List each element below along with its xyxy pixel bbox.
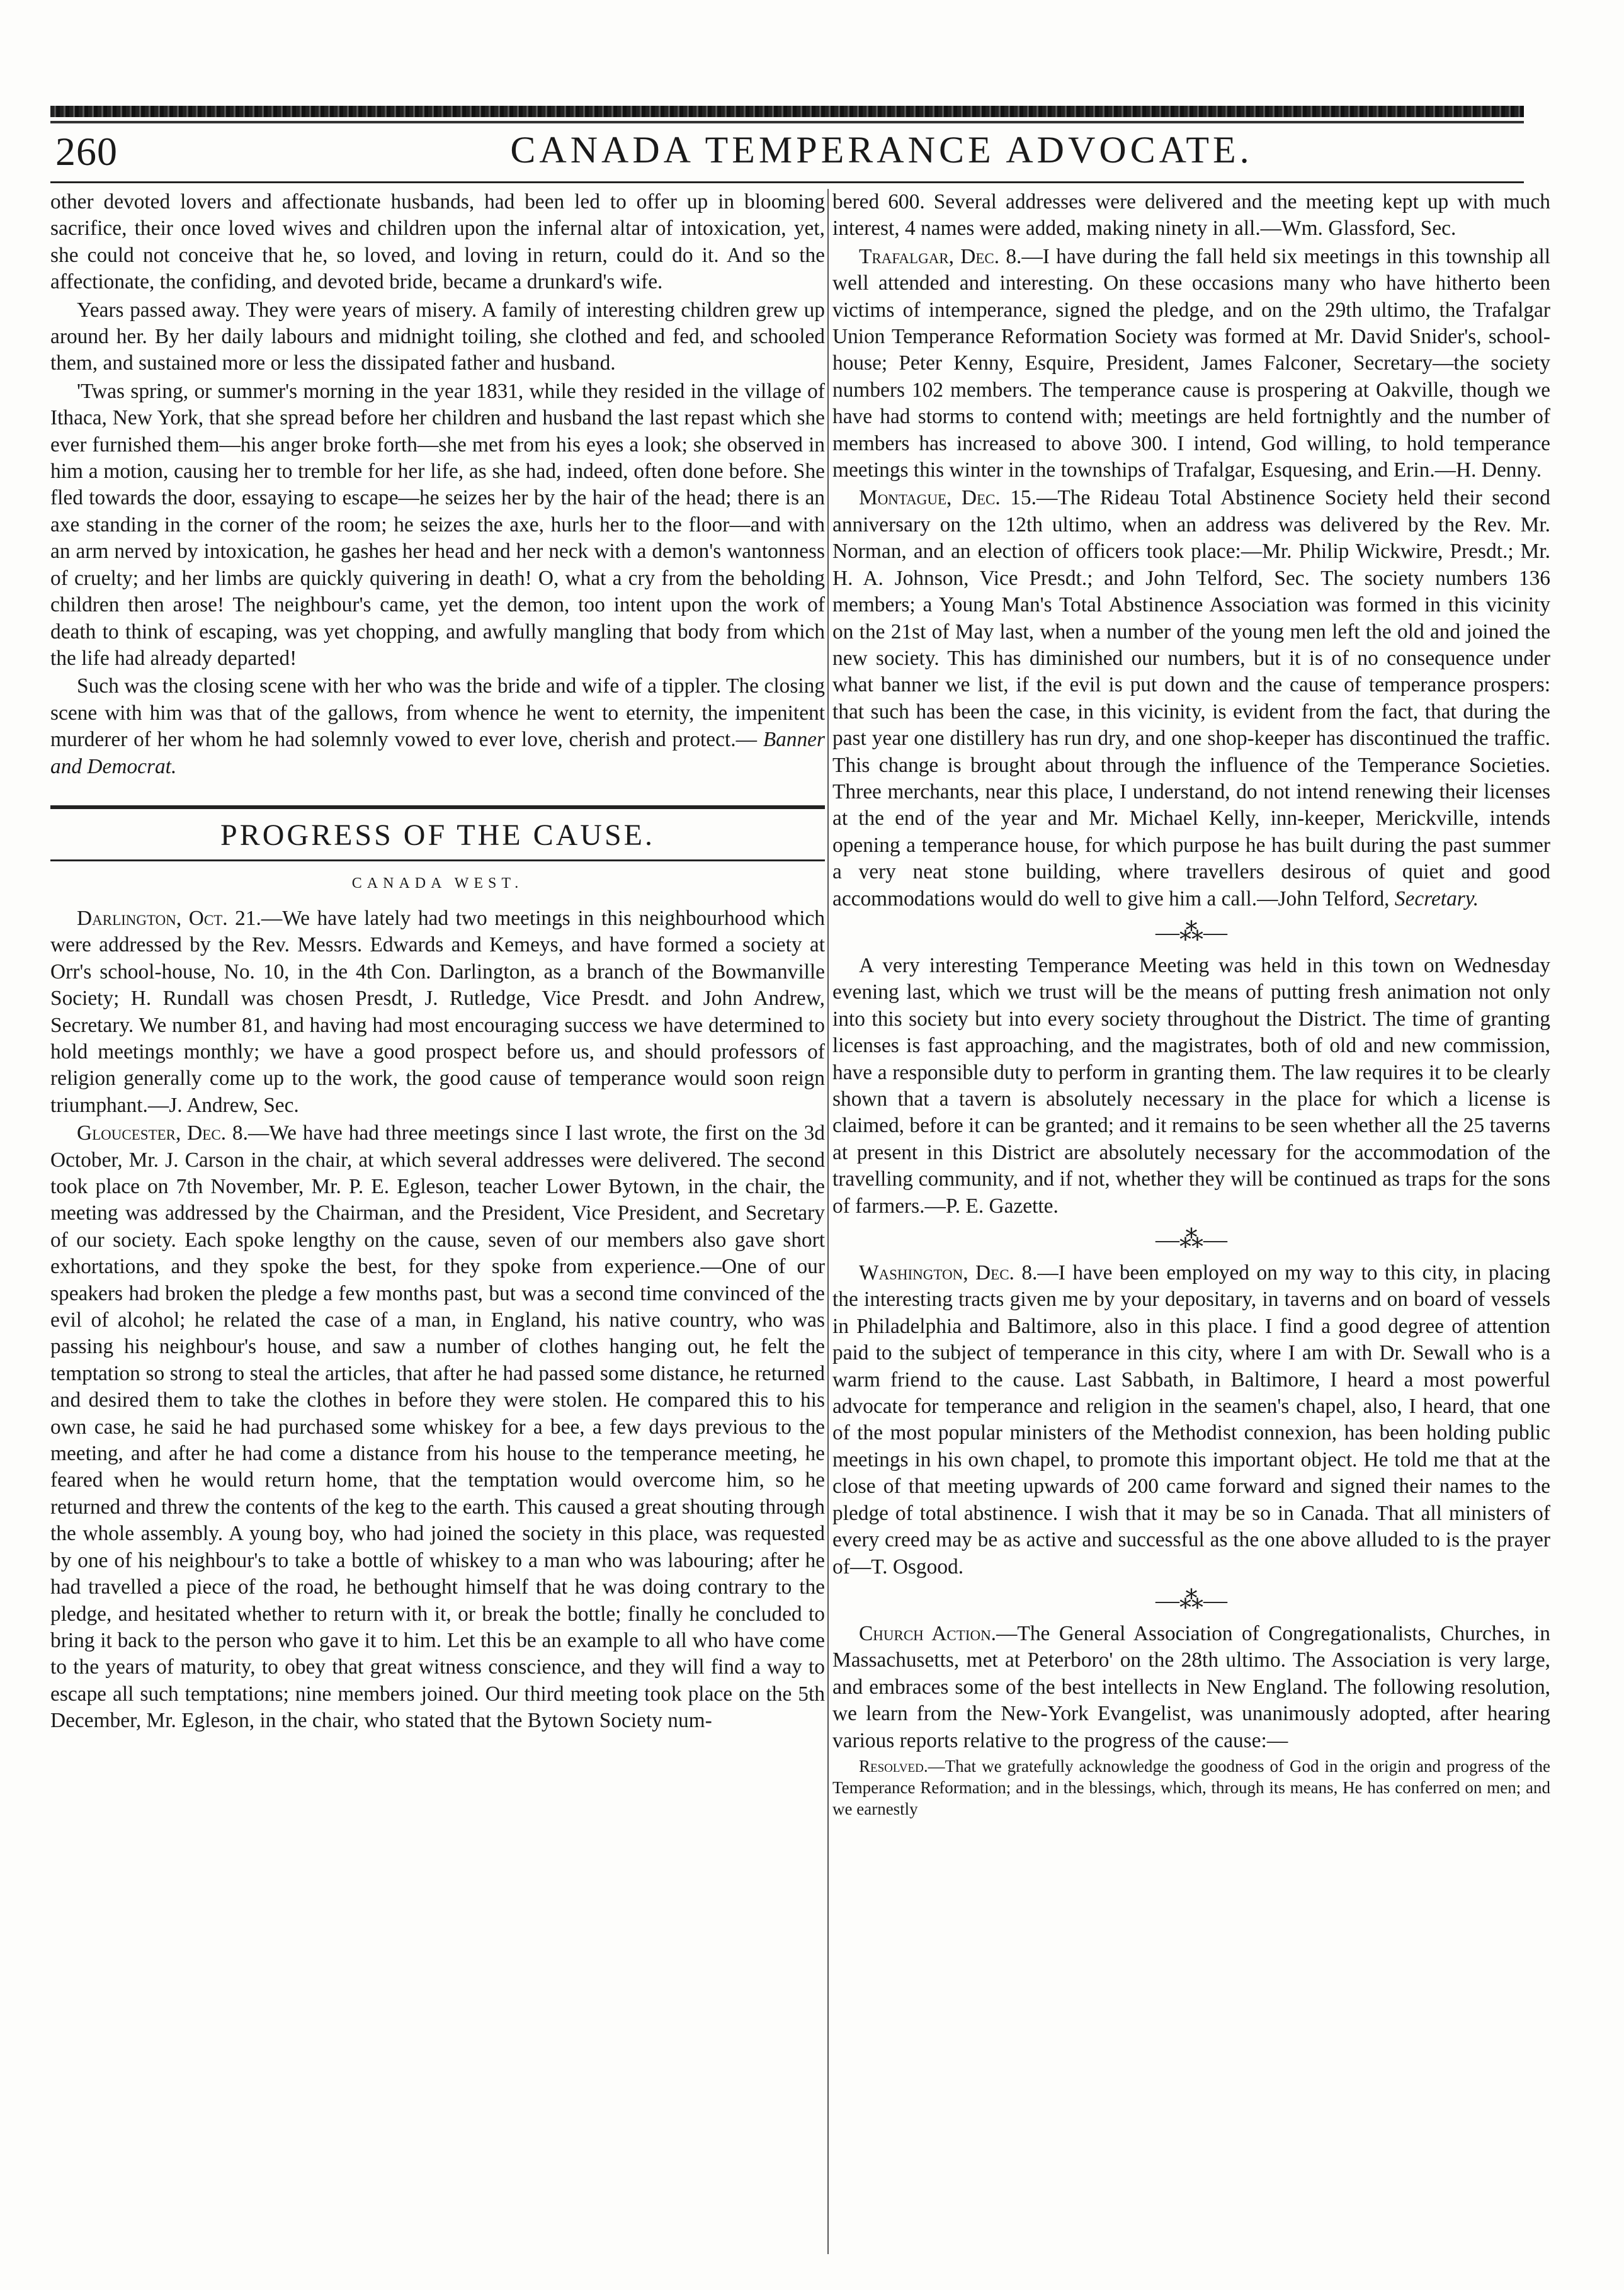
report-montague-text: —The Rideau Total Abstinence Society held their second anniversary on the 12th ultimo, when an address was delivered by the Rev. Mr. Norman, and an election of officers took place:—Mr. Philip Wickwire, Presdt.; Mr. H. A. Johnson, Vice Presdt.; and John Telford, Sec. The society numbers 136 members; a Young Man's Total Abstinence Association was formed in this vicinity on the 21st of May last, when a number of the young men left the old and joined the new society. This has diminished our numbers, but it is of no consequence under what banner we list, if the evil is put down and the cause of temperance prospers: that such has been the case, in this vicinity, is evident from the fact, that during the past year one distillery has run dry, and one shop-keeper has discontinued the traffic. This change is brought about through the influence of the Temperance Societies. Three merchants, near this place, I understand, do not intend renewing their licenses at the end of the year and Mr. Michael Kelly, inn-keeper, Merickville, intends opening a temperance house, for which purpose he has built during the past summer a very neat stone building, where travellers desirous of quiet and good accommodations would do well to give him a call.—John Telford, <box>832 486 1550 910</box>
resolution <box>832 1755 1550 1820</box>
story-paragraph-1: other devoted lovers and affectionate husbands, had been led to offer up in blooming sacrifice, their once loved wives and children upon the infernal altar of intoxication, yet, she could not conceive that he, so loved, and loving in return, could do it. And so the affectionate, the confiding, and devoted bride, became a drunkard's wife. <box>50 190 825 294</box>
top-decorative-rule <box>50 106 1524 117</box>
section-heading: PROGRESS OF THE CAUSE. <box>50 805 825 861</box>
report-gloucester <box>50 1120 825 1734</box>
page-number: 260 <box>55 129 118 174</box>
section-subheading: CANADA WEST. <box>351 875 524 892</box>
report-montague-lead: Montague, Dec. 15. <box>859 486 1036 510</box>
resolution-lead: Resolved. <box>859 1756 928 1776</box>
report-washington <box>832 1260 1550 1580</box>
report-montague <box>832 485 1550 912</box>
report-gloucester-text: —We have had three meetings since I last wrote, the first on the 3d October, Mr. J. Carson in the chair, at which several addresses were delivered. The second took place on 7th November, Mr. P. E. Egleson, teacher Lower Bytown, in the chair, the meeting was addressed by the Chairman, and the President, Vice President, and Secretary of our society. Each spoke lengthy on the cause, seven of our members also gave short exhortations, and they spoke the best, for they spoke from experience.—One of our speakers had broken the pledge a few months past, but was a second time convinced of the evil of alcohol; he related the case of a man, in England, his native country, who was passing his neighbour's house, and saw a number of clothes hanging out, he felt the temptation so strong to steal the articles, that after he had passed some distance, he returned and desired them to take the clothes in before they were stolen. He compared this to his own case, he said he had purchased some whiskey for a bee, a few days previous to the meeting, and after he had come a distance from his house to the temperance meeting, he feared when he would return home, that the temptation would overcome him, so he returned and threw the contents of the keg to the earth. This caused a great shouting through the whole assembly. A young boy, who had joined the society in this place, was requested by one of his neighbour's to take a bottle of whiskey to a man who was labouring; after he had travelled a piece of the road, he bethought himself that he was doing contrary to the pledge, and hesitated whether to return with it, or break the bottle; finally he concluded to bring it back to the person who gave it to him. Let this be an example to all who have come to the years of maturity, to obey that great witness conscience, and they will find a way to escape all such temptations; nine members joined. Our third meeting took place on the 5th December, Mr. Egleson, in the chair, who stated that the Bytown Society num- <box>50 1121 825 1733</box>
report-trafalgar-lead: Trafalgar, Dec. 8. <box>859 244 1022 268</box>
report-montague-signature: Secretary. <box>1394 887 1479 910</box>
header-rule <box>50 181 1524 183</box>
report-darlington-lead: Darlington, Oct. 21. <box>77 906 261 930</box>
report-washington-text: —I have been employed on my way to this city, in placing the interesting tracts given me by your depositary, in taverns and on board of vessels in Philadelphia and Baltimore, also in this place. I find a good degree of attention paid to the subject of temperance in this city, where I am with Dr. Sewall who is a warm friend to the cause. Last Sabbath, in Baltimore, I heard a most powerful advocate for temperance and religion in the seamen's chapel, also, I heard, that one of the most popular ministers of the Methodist connexion, has been holding public meetings in his own chapel, to promote this important object. He told me that at the close of that meeting upwards of 200 came forward and signed their names to the pledge of total abstinence. I wish that it may be so in Canada. That all ministers of every creed may be as active and successful as the one above alluded to is the prayer of—T. Osgood. <box>832 1261 1550 1579</box>
story-paragraph-2: Years passed away. They were years of misery. A family of interesting children grew up around her. By her daily labours and midnight toiling, she clothed and fed, and schooled them, and sustained more or less the dissipated father and husband. <box>50 298 825 375</box>
report-trafalgar-text: —I have during the fall held six meetings in this township all well attended and interesting. On these occasions many who have hitherto been victims of intemperance, signed the pledge, and on the 29th ultimo, the Trafalgar Union Temperance Reformation Society was formed at Mr. David Snider's, school-house; Peter Kenny, Esquire, President, James Falconer, Secretary—the society numbers 102 members. The temperance cause is prospering at Oakville, though we have had storms to contend with; meetings are held fortnightly and the number of members has increased to above 300. I intend, God willing, to hold temperance meetings this winter in the townships of Trafalgar, Esquesing, and Erin.—H. Denny. <box>832 244 1551 482</box>
story-paragraph-4 <box>50 673 825 780</box>
ornament-divider-3: —⁂— <box>1156 1587 1227 1614</box>
ornament-divider-2: —⁂— <box>1156 1227 1227 1254</box>
report-darlington-text: —We have lately had two meetings in this neighbourhood which were addressed by the Rev. Messrs. Edwards and Kemeys, and have formed a society at Orr's school-house, No. 10, in the 4th Con. Darlington, as a branch of the Bowmanville Society; H. Rundall was chosen Presdt, J. Rutledge, Vice Presdt. and John Andrew, Secretary. We number 81, and having had most encouraging success we have determined to hold meetings monthly; we have a good prospect before us, and should professors of religion generally come up to the work, the good cause of temperance would soon reign triumphant.—J. Andrew, Sec. <box>50 906 826 1117</box>
report-church-action-text: —The General Association of Congregationalists, Churches, in Massachusetts, met at Peterboro' on the 28th ultimo. The Association is very large, and embraces some of the best intellects in New England. The following resolution, we learn from the New-York Evangelist, was unanimously adopted, after hearing various reports relative to the progress of the cause:— <box>832 1621 1550 1752</box>
story-paragraph-4-text: Such was the closing scene with her who was the bride and wife of a tippler. The closing scene with him was that of the gallows, from whence he went to eternity, the impenitent murderer of her whom he had solemnly vowed to ever love, cherish and protect.— <box>50 674 825 752</box>
resolution-text: —That we gratefully acknowledge the goodness of God in the origin and progress of the Temperance Reformation; and in the blessings, which, through its means, He has conferred on men; and we earnestly <box>832 1756 1550 1818</box>
report-gloucester-continued: bered 600. Several addresses were delivered and the meeting kept up with much interest, 4 names were added, making ninety in all.—Wm. Glassford, Sec. <box>832 190 1550 241</box>
story-source: Banner and Democrat. <box>50 728 825 778</box>
left-column <box>50 189 825 1736</box>
report-church-action <box>832 1621 1550 1754</box>
report-temperance-meeting: A very interesting Temperance Meeting was held in this town on Wednesday evening last, which we trust will be the means of putting fresh animation not only into this society but into every society throughout the District. The time of granting licenses is fast approaching, and the magistrates, both of old and new commission, have a responsible duty to perform in granting them. The law requires it to be clearly shown that a tavern is absolutely necessary in the place for which a license is claimed, before it can be granted; and it remains to be seen whether all the 25 taverns at present in this District are absolutely necessary for the accommodation of the travelling community, and if not, whether they will be continued as traps for the sons of farmers.—P. E. Gazette. <box>832 953 1550 1218</box>
right-column <box>832 189 1550 1821</box>
report-washington-lead: Washington, Dec. 8. <box>859 1261 1038 1285</box>
running-title: CANADA TEMPERANCE ADVOCATE. <box>510 129 1253 171</box>
report-darlington <box>50 905 825 1119</box>
report-trafalgar <box>832 244 1550 484</box>
column-divider <box>827 189 829 2254</box>
top-thin-rule <box>50 121 1524 123</box>
report-gloucester-lead: Gloucester, Dec. 8. <box>77 1121 248 1145</box>
report-church-action-lead: Church Action. <box>859 1621 997 1645</box>
ornament-divider-1: —⁂— <box>1156 919 1227 946</box>
story-paragraph-3: 'Twas spring, or summer's morning in the year 1831, while they resided in the village of Ithaca, New York, that she spread before her children and husband the last repast which she ever furnished them—his anger broke forth—she met from his eyes a look; she observed in him a motion, causing her to tremble for her life, as she had, indeed, often done before. She fled towards the door, essaying to escape—he seizes her by the hair of the head; there is an axe standing in the corner of the room; he seizes the axe, hurls her to the floor—and with an arm nerved by intoxication, he gashes her head and her neck with a demon's wantonness of cruelty; and her limbs are quickly quivering in death! O, what a cry from the beholding children then arose! The neighbour's came, yet the demon, too intent upon the work of death to think of escaping, was yet chopping, and awfully mangling that body from which the life had already departed! <box>50 379 825 670</box>
